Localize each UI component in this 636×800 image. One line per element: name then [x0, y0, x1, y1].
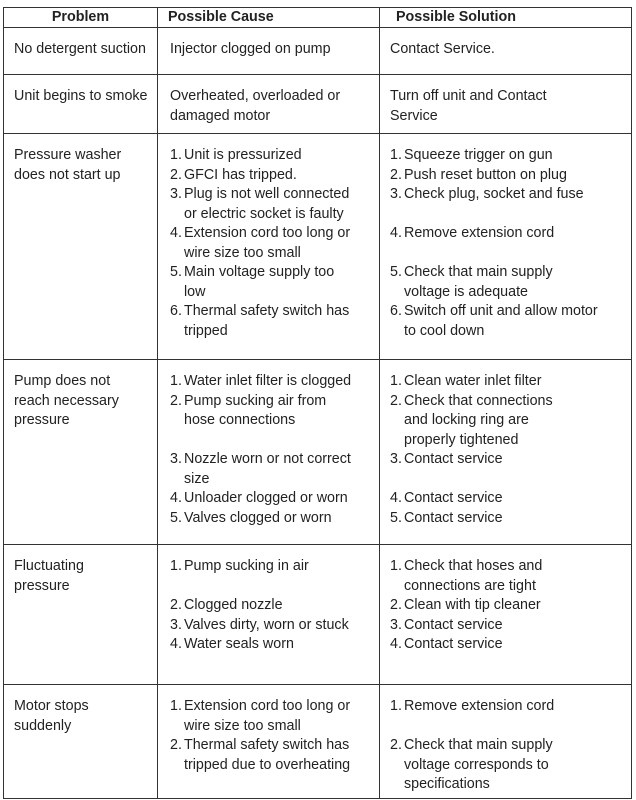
solution-number: 3. [390, 451, 402, 467]
cause-line: Pump sucking in air [184, 558, 309, 574]
cause-item [170, 224, 375, 263]
solution-text [404, 166, 627, 186]
solution-item [390, 616, 627, 636]
solution-item [390, 489, 627, 509]
problem-cell [4, 134, 158, 360]
cause-item [170, 40, 375, 60]
cause-text [184, 185, 375, 224]
cause-text [184, 392, 375, 431]
cause-cell [158, 75, 380, 134]
problem-cell [4, 75, 158, 134]
solution-line: Switch off unit and allow motor [404, 303, 598, 319]
cause-list [170, 40, 375, 60]
cause-list [170, 87, 375, 126]
cause-item [170, 489, 375, 509]
cause-list [170, 697, 375, 775]
solution-item [390, 392, 627, 451]
cause-text [170, 40, 375, 60]
solution-line: Contact Service. [390, 41, 495, 57]
solution-line: Contact service [404, 451, 503, 467]
cause-item [170, 697, 375, 736]
cause-text [184, 166, 375, 186]
solution-line: Service [390, 107, 438, 124]
solution-text [404, 509, 627, 529]
cause-line: Water inlet filter is clogged [184, 373, 352, 389]
cause-item [170, 87, 375, 126]
solution-item [390, 596, 627, 616]
solution-cell [380, 75, 632, 134]
solution-cell [380, 685, 632, 799]
table-row [4, 75, 632, 134]
cause-line: damaged motor [170, 107, 271, 124]
solution-text [404, 372, 627, 392]
problem-line: Fluctuating [14, 558, 84, 574]
cause-line: tripped due to overheating [184, 756, 351, 773]
solution-number: 4. [390, 225, 402, 241]
solution-cell [380, 360, 632, 545]
cause-line: size [184, 470, 210, 487]
cause-text [184, 697, 375, 736]
solution-line: Contact service [404, 509, 503, 526]
spacer [390, 205, 627, 225]
cause-number: 4. [170, 490, 182, 506]
solution-line: to cool down [404, 322, 485, 339]
problem-text [14, 372, 153, 431]
solution-line: Contact service [404, 616, 503, 633]
cause-number: 1. [170, 373, 182, 389]
cause-text [184, 372, 375, 392]
cause-item [170, 302, 375, 341]
cause-line: GFCI has tripped. [184, 166, 297, 183]
cause-text [184, 635, 375, 655]
solution-line: properly tightened [404, 431, 519, 448]
table-row [4, 28, 632, 75]
cause-text [184, 736, 375, 775]
problem-line: suddenly [14, 717, 72, 734]
cause-number: 1. [170, 147, 182, 163]
problem-cell [4, 28, 158, 75]
solution-number: 1. [390, 558, 402, 574]
solution-item [390, 450, 627, 470]
cause-item [170, 185, 375, 224]
cause-item [170, 736, 375, 775]
solution-item [390, 146, 627, 166]
cause-cell [158, 545, 380, 685]
solution-item [390, 635, 627, 655]
solution-text [390, 87, 627, 126]
solution-list [390, 372, 627, 528]
table-row [4, 685, 632, 799]
solution-number: 1. [390, 698, 402, 714]
cause-text [184, 224, 375, 263]
solution-line: Check that connections [404, 392, 553, 409]
solution-item [390, 166, 627, 186]
solution-list [390, 40, 627, 60]
spacer [390, 244, 627, 264]
solution-item [390, 185, 627, 205]
problem-line: reach necessary [14, 392, 119, 409]
solution-number: 2. [390, 392, 402, 409]
cause-line: Thermal safety switch has [184, 303, 350, 319]
problem-text [14, 87, 153, 107]
solution-text [404, 736, 627, 795]
solution-item [390, 736, 627, 795]
spacer [170, 431, 375, 451]
cause-number: 6. [170, 303, 182, 319]
cause-item [170, 509, 375, 529]
solution-text [404, 697, 627, 717]
cause-text [184, 596, 375, 616]
solution-item [390, 40, 627, 60]
solution-list [390, 87, 627, 126]
cause-number: 1. [170, 698, 182, 714]
problem-cell [4, 545, 158, 685]
solution-number: 4. [390, 636, 402, 652]
problem-line: Pump does not [14, 373, 111, 389]
cause-item [170, 450, 375, 489]
solution-item [390, 87, 627, 126]
cause-text [184, 557, 375, 577]
solution-item [390, 302, 627, 341]
solution-item [390, 372, 627, 392]
cause-number: 3. [170, 616, 182, 633]
solution-number: 4. [390, 490, 402, 506]
cause-line: Valves dirty, worn or stuck [184, 616, 349, 633]
cause-text [184, 489, 375, 509]
solution-number: 2. [390, 737, 402, 753]
solution-line: Remove extension cord [404, 698, 555, 714]
cause-number: 5. [170, 509, 182, 526]
cause-item [170, 166, 375, 186]
solution-line: Squeeze trigger on gun [404, 147, 553, 163]
table-body [4, 28, 632, 799]
solution-item [390, 263, 627, 302]
cause-item [170, 146, 375, 166]
solution-text [390, 40, 627, 60]
cause-list [170, 146, 375, 341]
header-possible-cause: Possible Cause [158, 8, 380, 28]
troubleshooting-table [3, 7, 632, 799]
cause-line: Plug is not well connected [184, 186, 350, 202]
cause-line: Unit is pressurized [184, 147, 302, 163]
cause-line: Nozzle worn or not correct [184, 451, 351, 467]
problem-line: Unit begins to smoke [14, 88, 148, 104]
solution-number: 5. [390, 264, 402, 280]
solution-number: 2. [390, 166, 402, 183]
cause-line: wire size too small [184, 717, 301, 734]
cause-number: 2. [170, 166, 182, 183]
header-possible-solution: Possible Solution [380, 8, 632, 28]
cause-line: Unloader clogged or worn [184, 490, 348, 506]
cause-item [170, 263, 375, 302]
cause-number: 2. [170, 597, 182, 613]
cause-text [184, 509, 375, 529]
cause-text [184, 302, 375, 341]
solution-line: connections are tight [404, 577, 536, 594]
solution-line: Clean with tip cleaner [404, 597, 541, 613]
solution-text [404, 263, 627, 302]
cause-cell [158, 685, 380, 799]
solution-number: 1. [390, 147, 402, 163]
problem-text [14, 557, 153, 596]
solution-cell [380, 28, 632, 75]
spacer [390, 717, 627, 737]
problem-text [14, 146, 153, 185]
table-row [4, 545, 632, 685]
cause-item [170, 372, 375, 392]
solution-line: and locking ring are [404, 412, 529, 428]
cause-list [170, 372, 375, 528]
solution-line: Check that hoses and [404, 558, 543, 574]
cause-line: Extension cord too long or [184, 698, 351, 714]
solution-text [404, 185, 627, 205]
cause-item [170, 557, 375, 577]
header-row [4, 8, 632, 28]
cause-number: 3. [170, 451, 182, 467]
solution-list [390, 697, 627, 795]
solution-item [390, 697, 627, 717]
cause-cell [158, 134, 380, 360]
cause-number: 4. [170, 636, 182, 652]
solution-line: Push reset button on plug [404, 166, 567, 183]
cause-number: 4. [170, 225, 182, 241]
solution-item [390, 224, 627, 244]
problem-cell [4, 685, 158, 799]
solution-line: Clean water inlet filter [404, 373, 542, 389]
solution-line: Check that main supply [404, 264, 553, 280]
solution-text [404, 392, 627, 451]
cause-number: 3. [170, 186, 182, 202]
cause-text [184, 450, 375, 489]
solution-cell [380, 134, 632, 360]
solution-number: 3. [390, 616, 402, 633]
cause-line: Water seals worn [184, 636, 294, 652]
solution-text [404, 557, 627, 596]
cause-number: 2. [170, 392, 182, 409]
cause-line: Injector clogged on pump [170, 41, 331, 57]
cause-text [184, 146, 375, 166]
cause-line: wire size too small [184, 244, 301, 261]
problem-text [14, 697, 153, 736]
solution-cell [380, 545, 632, 685]
cause-line: Valves clogged or worn [184, 509, 332, 526]
cause-number: 1. [170, 558, 182, 574]
solution-text [404, 302, 627, 341]
cause-text [184, 616, 375, 636]
solution-text [404, 635, 627, 655]
cause-item [170, 392, 375, 431]
solution-number: 1. [390, 373, 402, 389]
cause-item [170, 635, 375, 655]
solution-list [390, 557, 627, 655]
cause-number: 5. [170, 264, 182, 280]
solution-line: Check that main supply [404, 737, 553, 753]
solution-text [404, 450, 627, 470]
cause-line: or electric socket is faulty [184, 205, 344, 222]
solution-line: Check plug, socket and fuse [404, 186, 584, 202]
cause-item [170, 616, 375, 636]
cause-line: hose connections [184, 412, 296, 428]
solution-line: Contact service [404, 490, 503, 506]
cause-text [184, 263, 375, 302]
problem-cell [4, 360, 158, 545]
table-row [4, 134, 632, 360]
cause-line: Overheated, overloaded or [170, 88, 341, 104]
cause-line: Pump sucking air from [184, 392, 327, 409]
problem-line: does not start up [14, 166, 121, 183]
cause-line: Thermal safety switch has [184, 737, 350, 753]
solution-number: 2. [390, 597, 402, 613]
problem-text [14, 40, 153, 60]
spacer [390, 470, 627, 490]
solution-line: specifications [404, 776, 490, 792]
cause-line: tripped [184, 322, 228, 339]
cause-item [170, 596, 375, 616]
problem-line: pressure [14, 577, 70, 594]
solution-item [390, 509, 627, 529]
solution-number: 6. [390, 303, 402, 319]
cause-line: Main voltage supply too [184, 264, 335, 280]
problem-line: Motor stops [14, 698, 89, 714]
solution-text [404, 489, 627, 509]
cause-list [170, 557, 375, 655]
cause-cell [158, 360, 380, 545]
solution-text [404, 616, 627, 636]
solution-item [390, 557, 627, 596]
problem-line: Pressure washer [14, 147, 122, 163]
solution-text [404, 146, 627, 166]
cause-line: Clogged nozzle [184, 597, 283, 613]
solution-line: Turn off unit and Contact [390, 88, 547, 104]
solution-text [404, 224, 627, 244]
cause-line: Extension cord too long or [184, 225, 351, 241]
solution-line: Contact service [404, 636, 503, 652]
solution-text [404, 596, 627, 616]
solution-line: voltage is adequate [404, 283, 529, 300]
problem-line: No detergent suction [14, 41, 146, 57]
solution-line: Remove extension cord [404, 225, 555, 241]
header-problem: Problem [4, 8, 158, 28]
spacer [170, 577, 375, 597]
table-row [4, 360, 632, 545]
cause-line: low [184, 283, 206, 300]
cause-text [170, 87, 375, 126]
problem-line: pressure [14, 412, 70, 428]
cause-number: 2. [170, 737, 182, 753]
solution-number: 3. [390, 186, 402, 202]
solution-list [390, 146, 627, 341]
solution-line: voltage corresponds to [404, 756, 549, 773]
solution-number: 5. [390, 509, 402, 526]
cause-cell [158, 28, 380, 75]
